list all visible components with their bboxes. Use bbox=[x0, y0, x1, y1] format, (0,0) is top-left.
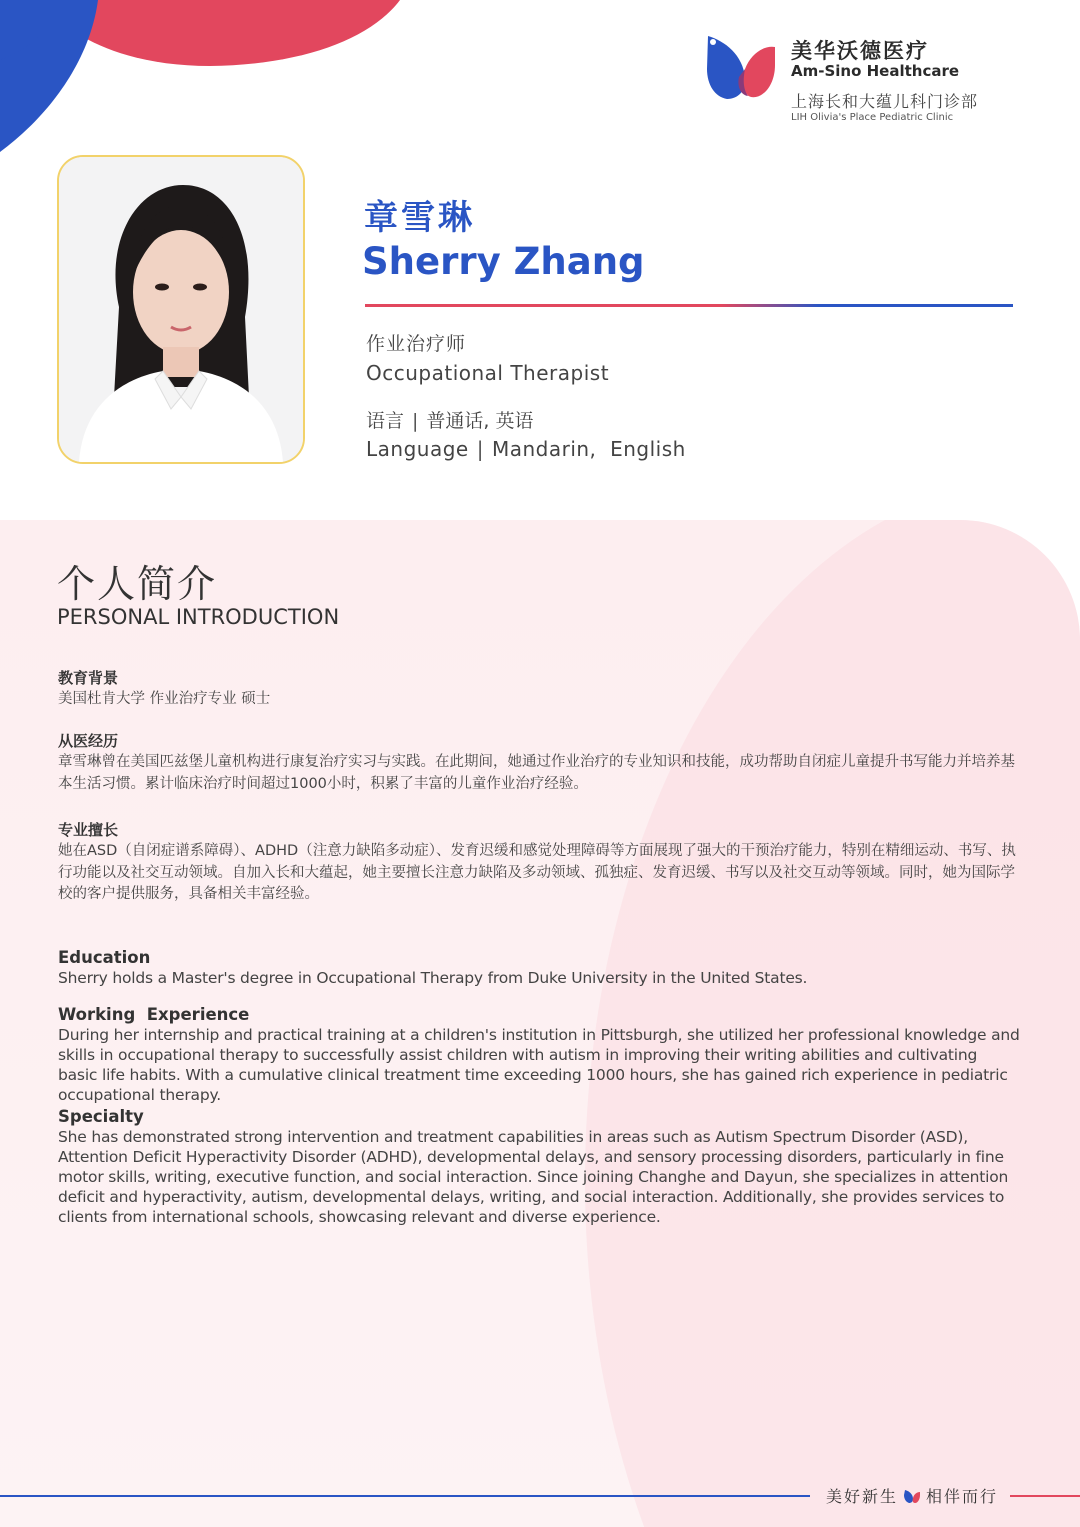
education-cn-block bbox=[58, 668, 1020, 711]
experience-cn-title: 从医经历 bbox=[58, 732, 119, 750]
portrait-illustration bbox=[59, 157, 303, 462]
experience-en-text: During her internship and practical training at a children's institution in Pittsburgh, she utilized her professional knowledge and skills in occupational therapy to successfully assist children with autism in improving their writing abilities and cultivating basic life habits. With a cumulative clinical treatment time exceeding 1000 hours, she has gained rich experience in pediatric occupational therapy. bbox=[58, 1026, 1020, 1104]
brand-name-cn: 美华沃德医疗 bbox=[791, 39, 929, 63]
language-label-en: Language bbox=[366, 437, 469, 461]
language-separator: | bbox=[412, 410, 419, 432]
experience-cn-text: 章雪琳曾在美国匹兹堡儿童机构进行康复治疗实习与实践。在此期间，她通过作业治疗的专业知识和技能，成功帮助自闭症儿童提升书写能力并培养基本生活习惯。累计临床治疗时间超过1000小时，积累了丰富的儿童作业治疗经验。 bbox=[58, 754, 1015, 792]
footer-rule-left bbox=[0, 1495, 810, 1497]
language-line-cn bbox=[366, 406, 534, 433]
experience-en-title: Working Experience bbox=[58, 1005, 250, 1024]
footer-rule-right bbox=[1010, 1495, 1080, 1497]
brand-logo-icon bbox=[705, 33, 777, 103]
education-en-title: Education bbox=[58, 948, 151, 967]
doctor-name-en: Sherry Zhang bbox=[362, 240, 645, 283]
specialty-cn-title: 专业擅长 bbox=[58, 821, 119, 839]
language-label-cn: 语言 bbox=[366, 410, 405, 432]
specialty-cn-text: 她在ASD（自闭症谱系障碍）、ADHD（注意力缺陷多动症）、发育迟缓和感觉处理障碍等方面展现了强大的干预治疗能力，特别在精细运动、书写、执行功能以及社交互动领域。自加入长和大蕴起，她主要擅长注意力缺陷及多动领域、孤独症、发育迟缓、书写以及社交互动等领域。同时，她为国际学校的客户提供服务，具备相关丰富经验。 bbox=[58, 843, 1016, 902]
language-value-en: Mandarin, English bbox=[491, 437, 686, 461]
slogan-right: 相伴而行 bbox=[926, 1487, 999, 1506]
footer-slogan bbox=[826, 1484, 998, 1507]
section-heading-en: PERSONAL INTRODUCTION bbox=[57, 605, 340, 629]
experience-cn-block bbox=[58, 731, 1020, 795]
clinic-name-cn: 上海长和大蕴儿科门诊部 bbox=[791, 92, 979, 111]
slogan-left: 美好新生 bbox=[826, 1487, 899, 1506]
specialty-en-text: She has demonstrated strong intervention and treatment capabilities in areas such as Autism Spectrum Disorder (ASD), Attention Deficit Hyperactivity Disorder (ADHD), developmental delays, and sensory processing disorders, particularly in fine motor skills, writing, executive function, and social interaction. Since joining Changhe and Dayun, she specializes in attention deficit and hyperactivity, autism, developmental delays, writing, and social interaction. Additionally, she provides services to clients from international schools, showcasing relevant and diverse experience. bbox=[58, 1128, 1009, 1226]
language-line-en bbox=[366, 437, 686, 461]
brand-name-en: Am-Sino Healthcare bbox=[791, 62, 960, 80]
specialty-cn-block bbox=[58, 820, 1020, 906]
education-en-block bbox=[58, 948, 1020, 988]
doctor-name-cn: 章雪琳 bbox=[364, 198, 475, 238]
experience-en-block bbox=[58, 1005, 1020, 1105]
education-en-text: Sherry holds a Master's degree in Occupational Therapy from Duke University in the United States. bbox=[58, 969, 808, 987]
corner-decoration bbox=[0, 0, 420, 160]
language-value-cn: 普通话, 英语 bbox=[426, 410, 534, 432]
role-title-en: Occupational Therapist bbox=[366, 361, 610, 385]
profile-photo bbox=[57, 155, 305, 464]
specialty-en-block bbox=[58, 1107, 1020, 1227]
clinic-name-en: LIH Olivia's Place Pediatric Clinic bbox=[791, 112, 954, 123]
brand-mark-icon bbox=[904, 1489, 920, 1503]
section-heading-cn: 个人简介 bbox=[57, 562, 218, 606]
role-title-cn: 作业治疗师 bbox=[366, 333, 467, 355]
name-divider bbox=[365, 304, 1013, 307]
specialty-en-title: Specialty bbox=[58, 1107, 144, 1126]
education-cn-title: 教育背景 bbox=[58, 669, 119, 687]
education-cn-text: 美国杜肯大学 作业治疗专业 硕士 bbox=[58, 691, 271, 707]
language-separator: | bbox=[476, 437, 484, 461]
brand-logo bbox=[705, 33, 1005, 133]
